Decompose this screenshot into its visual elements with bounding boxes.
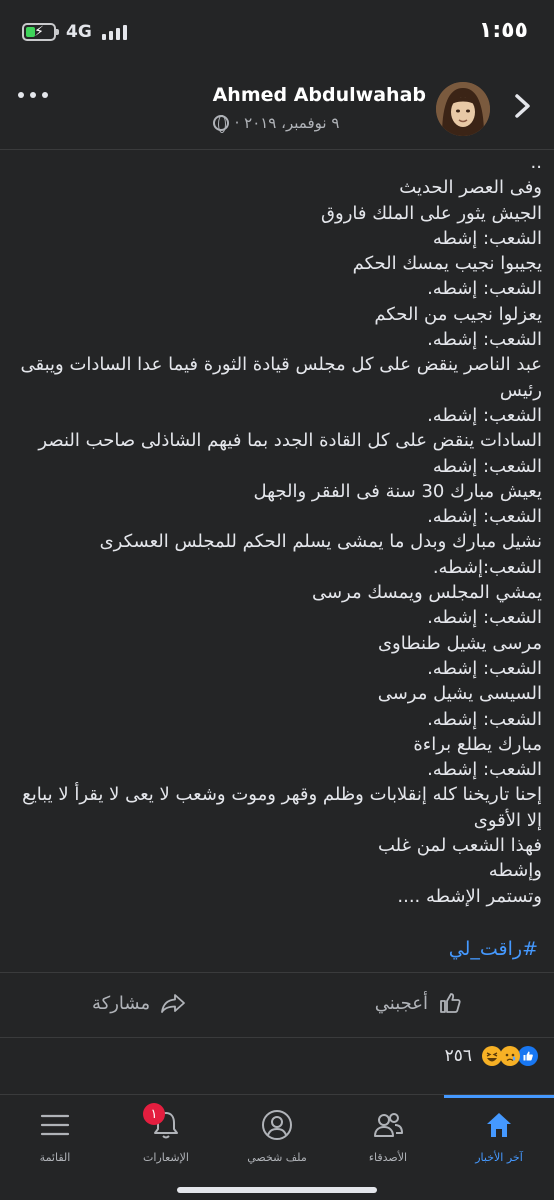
- post-line: مرسى يشيل طنطاوى: [377, 632, 542, 654]
- post-line: وتستمر الإشطه ....: [397, 885, 542, 907]
- author-name[interactable]: Ahmed Abdulwahab: [212, 84, 426, 106]
- post-line: الشعب: إشطه.: [427, 708, 542, 730]
- globe-icon: [213, 115, 229, 131]
- home-indicator: [177, 1187, 377, 1193]
- tab-label: القائمة: [39, 1151, 71, 1164]
- post-line: الشعب: إشطه.: [427, 329, 542, 351]
- post-line: عبد الناصر ينقض على كل مجلس قيادة الثورة فيما عدا السادات ويبقى: [20, 354, 542, 376]
- like-label: أعجبني: [374, 992, 428, 1014]
- status-bar: [0, 0, 554, 64]
- tab-profile[interactable]: [222, 1095, 332, 1175]
- post-line: يعزلوا نجيب من الحكم: [374, 303, 542, 325]
- notification-badge: ١: [143, 1103, 165, 1125]
- post-line: الجيش يثور على الملك فاروق: [321, 202, 542, 224]
- tab-menu[interactable]: [0, 1095, 110, 1175]
- post-author: [213, 84, 426, 132]
- post-header: [0, 64, 554, 150]
- battery-icon: ⚡: [22, 23, 56, 41]
- share-label: مشاركة: [92, 992, 151, 1014]
- friends-icon: [372, 1109, 404, 1141]
- tab-label: الإشعارات: [143, 1151, 189, 1164]
- post-line: الشعب: إشطه.: [427, 404, 542, 426]
- avatar[interactable]: [436, 82, 490, 136]
- post-line: السادات ينقض على كل القادة الجدد بما فيهم الشاذلى صاحب النصر: [38, 430, 542, 452]
- post-line: يعيش مبارك 30 سنة فى الفقر والجهل: [253, 480, 542, 502]
- like-button[interactable]: [375, 991, 462, 1015]
- like-reaction-icon: [518, 1046, 538, 1066]
- post-line: فهذا الشعب لمن غلب: [377, 835, 542, 857]
- dot-icon: [30, 92, 36, 98]
- post-line: وفى العصر الحديث: [399, 177, 542, 199]
- post-line: إلا الأقوى: [473, 809, 542, 831]
- post-line: السيسى يشيل مرسى: [377, 683, 542, 705]
- dot-icon: [18, 92, 24, 98]
- bottom-tab-bar: [0, 1094, 554, 1200]
- post-text: [20, 150, 542, 940]
- haha-reaction-icon: [482, 1046, 502, 1066]
- avatar-illustration: [436, 82, 490, 136]
- post-actions: [0, 972, 554, 1038]
- post-line: يجيبوا نجيب يمسك الحكم: [352, 253, 542, 275]
- post-line: يمشي المجلس ويمسك مرسى: [311, 582, 542, 604]
- post-line: الشعب: إشطه.: [427, 607, 542, 629]
- signal-icon: [102, 24, 127, 40]
- tab-label: الأصدقاء: [368, 1151, 408, 1164]
- post-line: الشعب: إشطه: [432, 227, 542, 249]
- reaction-summary[interactable]: [445, 1046, 538, 1066]
- menu-icon: [39, 1109, 71, 1141]
- reaction-count: ٢٥٦: [444, 1046, 472, 1066]
- share-button[interactable]: [92, 991, 186, 1015]
- post-line: الشعب: إشطه.: [427, 759, 542, 781]
- status-indicators: [22, 22, 127, 42]
- post-line: وإشطه: [488, 860, 542, 882]
- tab-label: آخر الأخبار: [475, 1151, 523, 1164]
- post-line: الشعب: إشطه.: [427, 657, 542, 679]
- post-date: ٩ نوفمبر، ٢٠١٩ ·: [234, 114, 340, 132]
- share-arrow-icon: [160, 991, 186, 1015]
- status-time: ١:٥٥: [478, 18, 528, 43]
- home-icon: [483, 1109, 515, 1141]
- chevron-right-icon[interactable]: [512, 92, 534, 120]
- hashtag-link[interactable]: #راقت_لي: [448, 938, 538, 960]
- post-line: الشعب: إشطه: [432, 455, 542, 477]
- profile-icon: [261, 1109, 293, 1141]
- more-options-button[interactable]: [18, 92, 48, 98]
- post-line: الشعب: إشطه.: [427, 278, 542, 300]
- post-line: ..: [530, 152, 542, 173]
- dot-icon: [42, 92, 48, 98]
- thumbs-up-icon: [438, 991, 462, 1015]
- post-meta: [213, 114, 426, 132]
- post-line: مبارك يطلع براءة: [413, 733, 542, 755]
- post-line: رئيس: [499, 379, 542, 401]
- sad-reaction-icon: [500, 1046, 520, 1066]
- tab-notifications[interactable]: [111, 1095, 221, 1175]
- post-line: الشعب:إشطه.: [432, 556, 542, 578]
- post-line: إحنا تاريخنا كله إنقلابات وظلم وقهر وموت وشعب لا يعى لا يقرأ لا يبايع: [22, 784, 542, 806]
- tab-label: ملف شخصي: [247, 1151, 307, 1164]
- post-line: الشعب: إشطه.: [427, 506, 542, 528]
- post-line: نشيل مبارك وبدل ما يمشى يسلم الحكم للمجلس العسكرى: [99, 531, 542, 553]
- network-type: 4G: [66, 22, 92, 42]
- tab-news-feed[interactable]: [444, 1095, 554, 1175]
- tab-friends[interactable]: [333, 1095, 443, 1175]
